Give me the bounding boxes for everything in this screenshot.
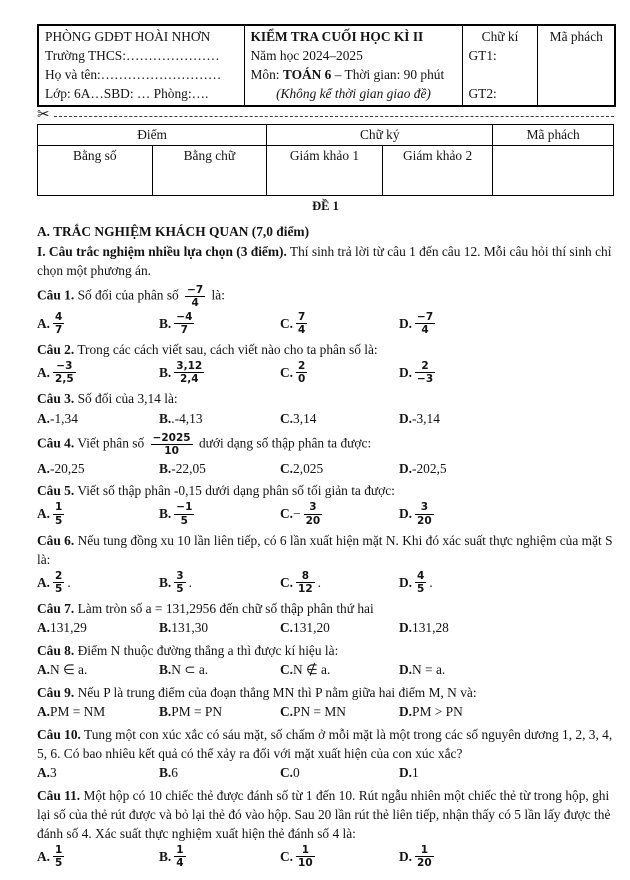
exam-title: KIỂM TRA CUỐI HỌC KÌ II	[250, 29, 424, 44]
fraction: $\frac{-1}{5}$	[176, 501, 193, 527]
bold-text: Câu 1.	[37, 287, 75, 303]
fraction: $\frac{3,12}{2,4}$	[176, 360, 203, 386]
options-row	[37, 458, 614, 478]
fraction: $\frac{1}{10}$	[298, 844, 313, 870]
option-a	[37, 500, 159, 527]
question-text	[37, 389, 614, 408]
option-b	[159, 660, 280, 679]
option-c	[280, 409, 399, 428]
bold-text: Câu 8.	[37, 642, 75, 658]
fraction: $\frac{1}{20}$	[417, 844, 432, 870]
school-field: Trường THCS:…………………	[45, 48, 220, 63]
bold-text: C.	[280, 460, 294, 476]
class-field: Lớp: 6A…SBD: … Phòng:….	[45, 86, 209, 101]
text: Viết số thập phân -0,15 dưới dạng phân số tối giản ta được:	[74, 483, 395, 499]
fraction: $\frac{-3}{2,5}$	[55, 360, 74, 386]
option-c	[280, 459, 399, 478]
bold-text: C.	[280, 849, 294, 865]
text: 1	[412, 765, 419, 781]
fraction: $\frac{7}{4}$	[298, 310, 306, 337]
question-text	[37, 531, 614, 569]
question-text	[37, 641, 614, 660]
fraction: $\frac{2}{5}$	[55, 569, 63, 595]
exam-code-label: ĐỀ 1	[312, 199, 339, 213]
score-header-diem: Điểm	[38, 125, 267, 146]
option-c	[280, 359, 399, 386]
fraction: $\frac{3}{20}$	[417, 501, 432, 527]
option-a	[37, 459, 159, 478]
bold-text: C.	[280, 620, 294, 636]
bold-text: C.	[280, 410, 294, 426]
bold-text: D.	[399, 410, 413, 426]
subject-prefix: Môn:	[250, 67, 283, 82]
bold-text: Câu 2.	[37, 342, 75, 358]
bold-text: B.	[159, 662, 172, 678]
option-c	[280, 843, 399, 870]
option-b	[159, 843, 280, 870]
text: Trong các cách viết sau, cách viết nào cho ta phân số là:	[74, 342, 378, 358]
bold-text: A.	[37, 316, 51, 332]
fraction: $\frac{1}{5}$	[55, 501, 63, 527]
bold-text: A.	[37, 620, 51, 636]
bold-text: C.	[280, 506, 294, 522]
spacer	[469, 65, 532, 84]
text: dưới dạng số thập phân ta được:	[195, 435, 372, 451]
bold-text: A.	[37, 460, 51, 476]
question-10	[37, 725, 614, 783]
text: PM > PN	[412, 704, 463, 720]
fraction: $\frac{4}{5}$	[417, 569, 425, 595]
text: .	[317, 574, 322, 590]
subject-name: TOÁN 6	[282, 67, 332, 82]
text: N = a.	[412, 662, 446, 678]
text: Làm tròn số a = 131,2956 đến chữ số thập phân thứ hai	[74, 600, 374, 616]
text: N ∈ a.	[50, 662, 88, 678]
option-c	[280, 618, 399, 637]
text: Điểm N thuộc đường thẳng a thì được kí hiệu là:	[74, 642, 339, 658]
bold-text: A.	[37, 574, 51, 590]
intro-paragraph	[37, 242, 614, 280]
option-b	[159, 409, 280, 428]
fraction: $\frac{8}{12}$	[298, 569, 313, 595]
question-2	[37, 340, 614, 386]
bold-text: B.	[159, 365, 172, 381]
bold-text: D.	[399, 849, 413, 865]
option-b	[159, 618, 280, 637]
score-cell-gk1: Giám khảo 1	[267, 146, 383, 196]
option-b	[159, 359, 280, 386]
fraction: $\frac{1}{5}$	[55, 844, 63, 870]
bold-text: B.	[159, 316, 172, 332]
text: −	[293, 506, 301, 522]
fraction: $\frac{4}{7}$	[55, 310, 63, 337]
fraction: $\frac{3}{5}$	[176, 569, 184, 595]
bold-text: D.	[399, 506, 413, 522]
option-b	[159, 702, 280, 721]
fraction: $\frac{-4}{7}$	[176, 310, 193, 337]
text: PN = MN	[293, 704, 346, 720]
gt2-label: GT2:	[468, 86, 497, 101]
option-d	[399, 500, 614, 527]
option-a	[37, 843, 159, 870]
question-1	[37, 283, 614, 337]
options-row	[37, 618, 614, 638]
text: PM = NM	[50, 704, 106, 720]
question-3	[37, 389, 614, 428]
text: PM = PN	[171, 704, 222, 720]
option-d	[399, 702, 614, 721]
option-d	[399, 459, 614, 478]
text: Số đối của phân số	[74, 287, 183, 303]
bold-text: B.	[159, 506, 172, 522]
bold-text: B.	[159, 765, 172, 781]
options-row	[37, 569, 614, 596]
score-header-maphach: Mã phách	[493, 125, 614, 146]
options-row	[37, 500, 614, 527]
options-row	[37, 843, 614, 870]
text: -202,5	[412, 460, 447, 476]
options-row	[37, 408, 614, 428]
time-note: (Không kể thời gian giao đề)	[276, 86, 431, 101]
options-row	[37, 660, 614, 680]
bold-text: D.	[399, 316, 413, 332]
fraction: $\frac{-2025}{10}$	[152, 432, 191, 458]
option-d	[399, 618, 614, 637]
option-d	[399, 660, 614, 679]
school-year: Năm học 2024–2025	[250, 48, 363, 63]
questions	[37, 283, 614, 870]
fraction: $\frac{-7}{4}$	[187, 283, 204, 309]
question-4	[37, 431, 614, 478]
option-b	[159, 763, 280, 782]
text: .	[188, 574, 192, 590]
question-7	[37, 599, 614, 638]
bold-text: C.	[280, 365, 294, 381]
option-c	[280, 500, 399, 527]
question-11	[37, 786, 614, 870]
options-row	[37, 310, 614, 337]
option-c	[280, 702, 399, 721]
option-a	[37, 310, 159, 337]
text: Tung một con xúc xắc có sáu mặt, số chấm ở mỗi mặt là một trong các số nguyên dương 1, 2, 3, 4, 5, 6. Có bao nhiêu kết quả có thể xảy ra đối với mặt xuất hiện của con xúc xắc?	[37, 726, 613, 761]
question-5	[37, 481, 614, 527]
text: 131,28	[412, 620, 449, 636]
text: .	[67, 574, 71, 590]
text: -1,34	[50, 410, 78, 426]
bold-text: B.	[159, 620, 172, 636]
bold-text: C.	[280, 765, 294, 781]
text: 0	[293, 765, 300, 781]
question-text	[37, 725, 614, 763]
text: .-4,13	[171, 410, 203, 426]
bold-text: A.	[37, 506, 51, 522]
option-a	[37, 702, 159, 721]
cut-line	[37, 108, 614, 122]
question-9	[37, 683, 614, 722]
fraction: $\frac{-7}{4}$	[417, 310, 434, 337]
text: Nếu tung đồng xu 10 lần liên tiếp, có 6 lần xuất hiện mặt N. Khi đó xác suất thực nghiệm của mặt S là:	[37, 532, 613, 567]
text: -20,25	[50, 460, 85, 476]
bold-text: A.	[37, 704, 51, 720]
bold-text: A.	[37, 365, 51, 381]
text: 6	[171, 765, 178, 781]
intro-bold: I. Câu trắc nghiệm nhiều lựa chọn (3 điểm).	[37, 243, 287, 259]
text: Một hộp có 10 chiếc thẻ được đánh số từ 1 đến 10. Rút ngẫu nhiên một chiếc thẻ từ trong hộp, ghi lại số của thẻ rút được và bỏ lại thẻ đó vào hộp. Sau 20 lần rút thẻ liên tiếp, nhận thấy có 5 lần lấy được thẻ đánh số 4. Xác suất thực nghiệm xuất hiện thẻ đánh số 4 là:	[37, 787, 611, 841]
option-b	[159, 569, 280, 596]
bold-text: Câu 10.	[37, 726, 81, 742]
section-a-title: A. TRẮC NGHIỆM KHÁCH QUAN (7,0 điểm)	[37, 223, 310, 239]
bold-text: A.	[37, 410, 51, 426]
bold-text: C.	[280, 704, 294, 720]
bold-text: D.	[399, 620, 413, 636]
signature-cell	[462, 25, 537, 106]
option-b	[159, 500, 280, 527]
question-8	[37, 641, 614, 680]
question-text	[37, 283, 614, 310]
option-a	[37, 409, 159, 428]
bold-text: D.	[399, 662, 413, 678]
options-row	[37, 702, 614, 722]
option-a	[37, 359, 159, 386]
option-c	[280, 763, 399, 782]
bold-text: B.	[159, 574, 172, 590]
dashed-line	[54, 116, 614, 117]
bold-text: D.	[399, 460, 413, 476]
text: 131,30	[171, 620, 209, 636]
school-info-cell	[38, 25, 244, 106]
text: .	[429, 574, 433, 590]
option-a	[37, 618, 159, 637]
score-cell-bangchu: Bằng chữ	[152, 146, 267, 196]
header-table	[37, 24, 616, 107]
options-row	[37, 763, 614, 783]
bold-text: B.	[159, 460, 172, 476]
option-b	[159, 459, 280, 478]
text: 131,20	[293, 620, 330, 636]
bold-text: Câu 3.	[37, 391, 75, 407]
bold-text: Câu 9.	[37, 684, 75, 700]
option-a	[37, 763, 159, 782]
text: 3	[50, 765, 57, 781]
bold-text: Câu 4.	[37, 435, 75, 451]
bold-text: Câu 5.	[37, 483, 75, 499]
score-table	[37, 124, 614, 196]
bold-text: B.	[159, 704, 172, 720]
text: -22,05	[171, 460, 206, 476]
gt1-label: GT1:	[468, 48, 497, 63]
score-header-chuky: Chữ ký	[267, 125, 493, 146]
option-a	[37, 660, 159, 679]
option-d	[399, 359, 614, 386]
student-name-field: Họ và tên:………………………	[45, 67, 222, 82]
option-a	[37, 569, 159, 596]
bold-text: Câu 7.	[37, 600, 75, 616]
exam-info-cell	[244, 25, 462, 106]
scissors-icon: ✂	[37, 106, 50, 123]
bold-text: Câu 11.	[37, 787, 81, 803]
option-b	[159, 310, 280, 337]
option-c	[280, 310, 399, 337]
text: 2,025	[293, 460, 324, 476]
score-cell-bangso: Bằng số	[38, 146, 153, 196]
bold-text: B.	[159, 849, 172, 865]
question-text	[37, 340, 614, 359]
option-c	[280, 660, 399, 679]
text: Nếu P là trung điểm của đoạn thẳng MN thì P nằm giữa hai điểm M, N và:	[74, 684, 477, 700]
subject-suffix: – Thời gian: 90 phút	[331, 67, 445, 82]
bold-text: D.	[399, 704, 413, 720]
bold-text: D.	[399, 574, 413, 590]
bold-text: C.	[280, 574, 294, 590]
question-text	[37, 683, 614, 702]
department-name: PHÒNG GDĐT HOÀI NHƠN	[45, 29, 211, 44]
fraction: $\frac{2}{-3}$	[417, 360, 434, 386]
code-label: Mã phách	[549, 29, 603, 44]
bold-text: C.	[280, 316, 294, 332]
subject-line	[251, 65, 457, 84]
bold-text: Câu 6.	[37, 532, 75, 548]
options-row	[37, 359, 614, 386]
bold-text: B.	[159, 410, 172, 426]
option-d	[399, 763, 614, 782]
signature-title: Chữ kí	[481, 29, 519, 44]
option-d	[399, 843, 614, 870]
bold-text: A.	[37, 662, 51, 678]
fraction: $\frac{2}{0}$	[298, 360, 306, 386]
text: N ∉ a.	[293, 662, 331, 678]
question-text	[37, 786, 614, 843]
fraction: $\frac{1}{4}$	[176, 844, 184, 870]
bold-text: A.	[37, 849, 51, 865]
code-cell	[537, 25, 615, 106]
bold-text: A.	[37, 765, 51, 781]
fraction: $\frac{3}{20}$	[305, 501, 321, 527]
text: N ⊂ a.	[171, 662, 209, 678]
text: Số đối của 3,14 là:	[74, 391, 178, 407]
option-d	[399, 409, 614, 428]
bold-text: C.	[280, 662, 294, 678]
intro-rest: Thí sinh trả lời từ câu 1 đến câu 12. Mỗi câu hỏi thí sinh chỉ chọn một phương án.	[37, 243, 612, 278]
text: -3,14	[412, 410, 440, 426]
score-cell-maphach-empty	[493, 146, 614, 196]
question-text	[37, 431, 614, 458]
text: 3,14	[293, 410, 317, 426]
question-text	[37, 481, 614, 500]
question-text	[37, 599, 614, 618]
question-6	[37, 531, 614, 596]
text: 131,29	[50, 620, 87, 636]
option-d	[399, 310, 614, 337]
text: là:	[208, 287, 225, 303]
score-cell-gk2: Giám khảo 2	[382, 146, 493, 196]
bold-text: D.	[399, 765, 413, 781]
bold-text: D.	[399, 365, 413, 381]
option-c	[280, 569, 399, 596]
text: Viết phân số	[74, 435, 148, 451]
option-d	[399, 569, 614, 596]
